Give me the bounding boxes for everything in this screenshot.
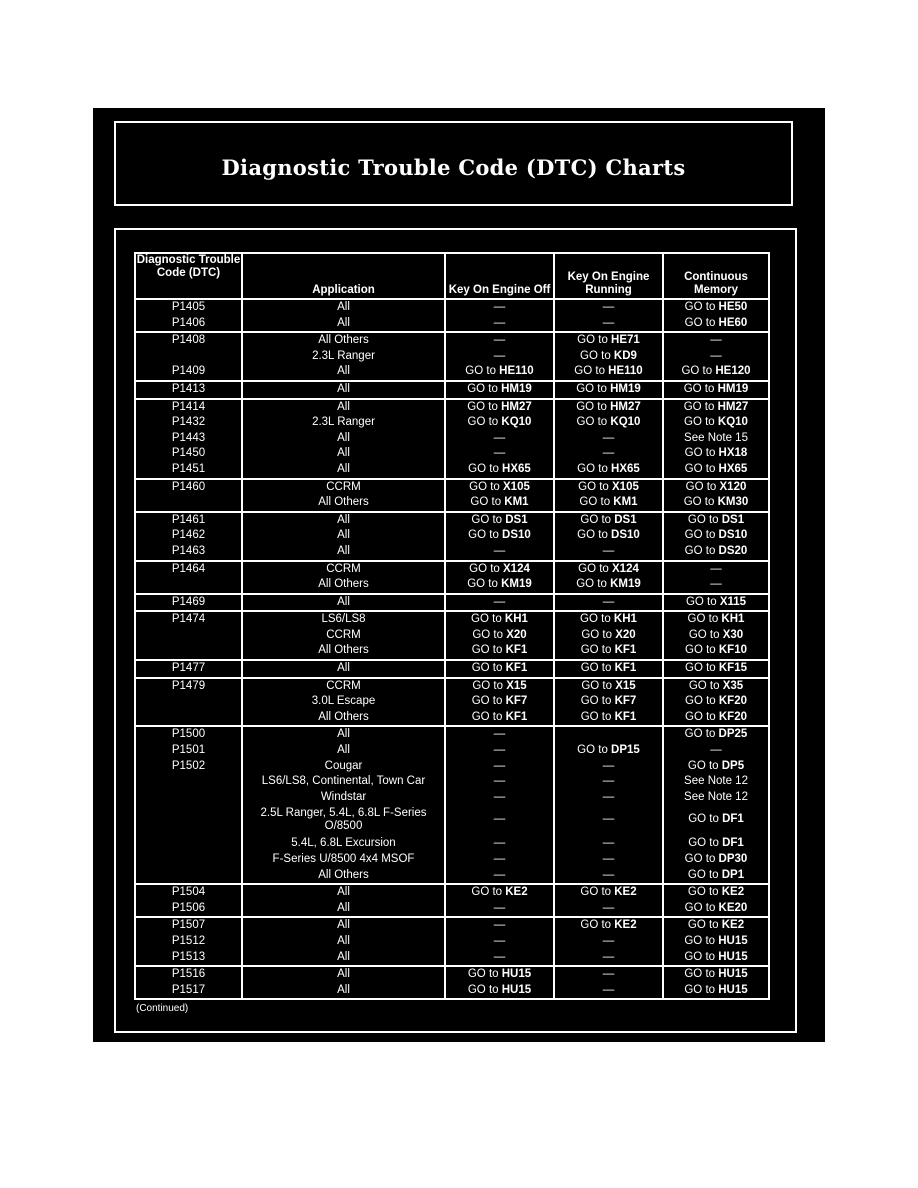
table-row xyxy=(136,382,768,398)
koeo-cell: GO to KF1 xyxy=(444,643,553,659)
dtc-cell: P1432 xyxy=(171,416,206,429)
koeo-cell: — xyxy=(444,743,553,759)
table-row xyxy=(136,852,768,868)
row-group xyxy=(134,333,770,382)
continuous-memory-cell: GO to X120 xyxy=(662,480,768,496)
continuous-memory-cell: GO to HM19 xyxy=(662,382,768,398)
table-row xyxy=(136,333,768,349)
dtc-cell: P1517 xyxy=(171,983,206,996)
table-row xyxy=(136,710,768,726)
title-banner xyxy=(114,121,793,206)
koeo-cell: — xyxy=(444,790,553,806)
koeo-cell: — xyxy=(444,950,553,966)
koeo-cell: GO to X20 xyxy=(444,628,553,644)
dtc-cell: P1405 xyxy=(171,301,206,313)
table-row xyxy=(136,446,768,462)
koer-cell: GO to KM19 xyxy=(553,577,662,593)
koer-cell: — xyxy=(553,967,662,983)
koer-cell: GO to HX65 xyxy=(553,462,662,478)
koer-cell: GO to KF7 xyxy=(553,694,662,710)
dtc-cell: P1443 xyxy=(171,431,206,444)
application-cell: Windstar xyxy=(241,790,444,806)
dtc-cell xyxy=(136,349,241,365)
koer-cell: — xyxy=(553,300,662,316)
row-group xyxy=(134,612,770,661)
koeo-cell: GO to HM19 xyxy=(444,382,553,398)
row-group xyxy=(134,885,770,918)
koer-cell: GO to DS10 xyxy=(553,528,662,544)
continuous-memory-cell: See Note 15 xyxy=(662,431,768,447)
application-cell: LS6/LS8 xyxy=(241,612,444,628)
dtc-cell xyxy=(136,628,241,644)
continued-note: (Continued) xyxy=(136,1003,189,1014)
koeo-cell: — xyxy=(444,805,553,836)
dtc-cell: P1461 xyxy=(171,513,206,526)
koer-cell: — xyxy=(553,805,662,836)
table-row xyxy=(136,462,768,478)
koeo-cell: GO to DS1 xyxy=(444,513,553,529)
table-row xyxy=(136,934,768,950)
table-row xyxy=(136,349,768,365)
koer-cell: — xyxy=(553,544,662,560)
koer-cell: GO to KM1 xyxy=(553,495,662,511)
application-cell: CCRM xyxy=(241,679,444,695)
koeo-cell: — xyxy=(444,595,553,611)
application-cell: All Others xyxy=(241,643,444,659)
koer-cell: — xyxy=(553,431,662,447)
koer-cell: GO to HE110 xyxy=(553,364,662,380)
dtc-cell xyxy=(136,805,241,836)
continuous-memory-cell: GO to DP25 xyxy=(662,727,768,743)
row-group xyxy=(134,595,770,613)
koeo-cell: GO to HU15 xyxy=(444,983,553,999)
continuous-memory-cell: GO to KF15 xyxy=(662,661,768,677)
row-group xyxy=(134,300,770,333)
dtc-cell xyxy=(136,774,241,790)
application-cell: All Others xyxy=(241,577,444,593)
application-cell: 3.0L Escape xyxy=(241,694,444,710)
table-row xyxy=(136,901,768,917)
application-cell: All Others xyxy=(241,333,444,349)
continuous-memory-cell: GO to HX65 xyxy=(662,462,768,478)
koeo-cell: — xyxy=(444,774,553,790)
application-cell: 5.4L, 6.8L Excursion xyxy=(241,836,444,852)
application-cell: CCRM xyxy=(241,480,444,496)
table-row xyxy=(136,790,768,806)
koer-cell: GO to HM19 xyxy=(553,382,662,398)
dtc-cell xyxy=(136,852,241,868)
table-row xyxy=(136,643,768,659)
koer-cell: GO to KF1 xyxy=(553,710,662,726)
koer-cell: GO to DS1 xyxy=(553,513,662,529)
row-group xyxy=(134,562,770,595)
continuous-memory-cell: See Note 12 xyxy=(662,774,768,790)
dtc-cell: P1512 xyxy=(171,934,206,947)
continuous-memory-cell: GO to KE20 xyxy=(662,901,768,917)
application-cell: All xyxy=(241,513,444,529)
dtc-cell: P1409 xyxy=(171,365,206,378)
dtc-cell: P1464 xyxy=(171,562,206,575)
application-cell: All xyxy=(241,950,444,966)
koer-cell: GO to KF1 xyxy=(553,661,662,677)
application-cell: All xyxy=(241,901,444,917)
dtc-cell: P1450 xyxy=(171,447,206,460)
koeo-cell: — xyxy=(444,918,553,934)
dtc-cell: P1501 xyxy=(171,744,206,757)
koeo-cell: GO to X105 xyxy=(444,480,553,496)
koer-cell: GO to X15 xyxy=(553,679,662,695)
row-group xyxy=(134,967,770,1000)
table-row xyxy=(136,805,768,836)
application-cell: 2.3L Ranger xyxy=(241,349,444,365)
application-cell: All xyxy=(241,364,444,380)
table-row xyxy=(136,595,768,611)
continuous-memory-cell: GO to DS10 xyxy=(662,528,768,544)
application-cell: All xyxy=(241,431,444,447)
application-cell: All xyxy=(241,544,444,560)
continuous-memory-cell: See Note 12 xyxy=(662,790,768,806)
continuous-memory-cell: GO to KM30 xyxy=(662,495,768,511)
application-cell: 2.5L Ranger, 5.4L, 6.8L F-Series O/8500 xyxy=(241,805,444,836)
table-row xyxy=(136,577,768,593)
row-group xyxy=(134,400,770,480)
table-row xyxy=(136,480,768,496)
application-cell: All xyxy=(241,934,444,950)
continuous-memory-cell: — xyxy=(662,333,768,349)
application-cell: F-Series U/8500 4x4 MSOF xyxy=(241,852,444,868)
dtc-cell: P1460 xyxy=(171,480,206,493)
koer-cell: GO to KE2 xyxy=(553,918,662,934)
row-group xyxy=(134,513,770,562)
application-cell: All xyxy=(241,300,444,316)
dtc-cell xyxy=(136,694,241,710)
continuous-memory-cell: — xyxy=(662,577,768,593)
koer-cell: — xyxy=(553,759,662,775)
continuous-memory-cell: GO to KF10 xyxy=(662,643,768,659)
koeo-cell: GO to HX65 xyxy=(444,462,553,478)
row-group xyxy=(134,727,770,885)
continuous-memory-cell: GO to DP1 xyxy=(662,868,768,884)
application-cell: All xyxy=(241,727,444,743)
koer-cell: GO to HM27 xyxy=(553,400,662,416)
dtc-cell xyxy=(136,710,241,726)
application-cell: All xyxy=(241,316,444,332)
table-row xyxy=(136,727,768,743)
table-row xyxy=(136,679,768,695)
application-cell: Cougar xyxy=(241,759,444,775)
application-cell: All xyxy=(241,382,444,398)
koeo-cell: — xyxy=(444,446,553,462)
dtc-cell: P1506 xyxy=(171,901,206,914)
koer-cell: GO to KD9 xyxy=(553,349,662,365)
continuous-memory-cell: GO to DS1 xyxy=(662,513,768,529)
dtc-cell: P1516 xyxy=(171,968,206,981)
dtc-cell xyxy=(136,836,241,852)
table-row xyxy=(136,316,768,332)
dtc-table xyxy=(134,252,770,1000)
application-cell: All xyxy=(241,885,444,901)
dtc-cell: P1469 xyxy=(171,595,206,608)
koeo-cell: GO to KH1 xyxy=(444,612,553,628)
table-row xyxy=(136,628,768,644)
dtc-cell: P1406 xyxy=(171,316,206,329)
row-group xyxy=(134,661,770,679)
koeo-cell: — xyxy=(444,727,553,743)
table-row xyxy=(136,661,768,677)
continuous-memory-cell: GO to HX18 xyxy=(662,446,768,462)
koeo-cell: GO to X124 xyxy=(444,562,553,578)
table-row xyxy=(136,983,768,999)
header-koer: Key On Engine Running xyxy=(553,254,662,298)
application-cell: All xyxy=(241,528,444,544)
koeo-cell: — xyxy=(444,934,553,950)
continuous-memory-cell: GO to KH1 xyxy=(662,612,768,628)
koer-cell: GO to X20 xyxy=(553,628,662,644)
koeo-cell: GO to HU15 xyxy=(444,967,553,983)
continuous-memory-cell: GO to HU15 xyxy=(662,950,768,966)
koer-cell: — xyxy=(553,934,662,950)
dtc-chart-panel xyxy=(114,228,797,1033)
koer-cell: GO to KF1 xyxy=(553,643,662,659)
continuous-memory-cell: GO to DP30 xyxy=(662,852,768,868)
table-row xyxy=(136,694,768,710)
page-title: Diagnostic Trouble Code (DTC) Charts xyxy=(221,155,686,180)
header-koeo: Key On Engine Off xyxy=(444,254,553,298)
application-cell: All xyxy=(241,983,444,999)
table-row xyxy=(136,562,768,578)
document-page xyxy=(93,108,825,1042)
continuous-memory-cell: GO to KQ10 xyxy=(662,415,768,431)
table-row xyxy=(136,918,768,934)
continuous-memory-cell: GO to HE60 xyxy=(662,316,768,332)
koeo-cell: GO to KF7 xyxy=(444,694,553,710)
dtc-cell xyxy=(136,495,241,511)
continuous-memory-cell: GO to DP5 xyxy=(662,759,768,775)
koeo-cell: — xyxy=(444,759,553,775)
koeo-cell: GO to HM27 xyxy=(444,400,553,416)
koeo-cell: GO to KF1 xyxy=(444,661,553,677)
koeo-cell: — xyxy=(444,836,553,852)
table-row xyxy=(136,431,768,447)
table-row xyxy=(136,400,768,416)
row-group xyxy=(134,679,770,728)
table-header xyxy=(134,252,770,300)
table-row xyxy=(136,743,768,759)
table-row xyxy=(136,612,768,628)
dtc-cell: P1463 xyxy=(171,544,206,557)
row-group xyxy=(134,480,770,513)
koer-cell: — xyxy=(553,852,662,868)
continuous-memory-cell: GO to HU15 xyxy=(662,967,768,983)
application-cell: CCRM xyxy=(241,628,444,644)
dtc-cell: P1502 xyxy=(171,759,206,772)
continuous-memory-cell: GO to DF1 xyxy=(662,836,768,852)
dtc-cell: P1474 xyxy=(171,613,206,626)
continuous-memory-cell: GO to HU15 xyxy=(662,983,768,999)
koer-cell: — xyxy=(553,950,662,966)
table-row xyxy=(136,967,768,983)
continuous-memory-cell: — xyxy=(662,743,768,759)
koeo-cell: — xyxy=(444,901,553,917)
koeo-cell: GO to KM19 xyxy=(444,577,553,593)
continuous-memory-cell: GO to HE50 xyxy=(662,300,768,316)
table-row xyxy=(136,364,768,380)
continuous-memory-cell: GO to X30 xyxy=(662,628,768,644)
koer-cell: — xyxy=(553,790,662,806)
koer-cell: GO to DP15 xyxy=(553,743,662,759)
koer-cell: GO to HE71 xyxy=(553,333,662,349)
row-group xyxy=(134,382,770,400)
continuous-memory-cell: GO to KE2 xyxy=(662,918,768,934)
header-dtc: Diagnostic Trouble Code (DTC) xyxy=(136,254,241,279)
continuous-memory-cell: GO to HU15 xyxy=(662,934,768,950)
continuous-memory-cell: GO to KF20 xyxy=(662,710,768,726)
continuous-memory-cell: GO to DF1 xyxy=(662,805,768,836)
koeo-cell: — xyxy=(444,852,553,868)
table-row xyxy=(136,415,768,431)
application-cell: All xyxy=(241,462,444,478)
table-row xyxy=(136,950,768,966)
koeo-cell: — xyxy=(444,333,553,349)
table-row xyxy=(136,868,768,884)
koeo-cell: — xyxy=(444,431,553,447)
table-row xyxy=(136,885,768,901)
dtc-cell xyxy=(136,643,241,659)
dtc-cell: P1500 xyxy=(171,728,206,741)
dtc-cell: P1504 xyxy=(171,886,206,899)
koer-cell: — xyxy=(553,316,662,332)
table-row xyxy=(136,774,768,790)
row-group xyxy=(134,918,770,967)
application-cell: All Others xyxy=(241,495,444,511)
dtc-cell: P1477 xyxy=(171,662,206,675)
application-cell: 2.3L Ranger xyxy=(241,415,444,431)
dtc-cell: P1414 xyxy=(171,400,206,413)
table-body xyxy=(134,300,770,1000)
koeo-cell: GO to KF1 xyxy=(444,710,553,726)
application-cell: All xyxy=(241,743,444,759)
table-row xyxy=(136,759,768,775)
koer-cell: GO to KQ10 xyxy=(553,415,662,431)
continuous-memory-cell: GO to X115 xyxy=(662,595,768,611)
application-cell: All xyxy=(241,446,444,462)
dtc-cell: P1462 xyxy=(171,529,206,542)
dtc-cell xyxy=(136,790,241,806)
continuous-memory-cell: GO to KF20 xyxy=(662,694,768,710)
table-row xyxy=(136,544,768,560)
table-row xyxy=(136,495,768,511)
continuous-memory-cell: GO to KE2 xyxy=(662,885,768,901)
dtc-cell: P1451 xyxy=(171,462,206,475)
application-cell: LS6/LS8, Continental, Town Car xyxy=(241,774,444,790)
continuous-memory-cell: GO to HE120 xyxy=(662,364,768,380)
koeo-cell: GO to X15 xyxy=(444,679,553,695)
table-row xyxy=(136,513,768,529)
koeo-cell: GO to HE110 xyxy=(444,364,553,380)
koeo-cell: GO to KQ10 xyxy=(444,415,553,431)
koer-cell: — xyxy=(553,901,662,917)
koer-cell: — xyxy=(553,774,662,790)
application-cell: All Others xyxy=(241,868,444,884)
application-cell: All xyxy=(241,400,444,416)
table-row xyxy=(136,528,768,544)
koer-cell: GO to KE2 xyxy=(553,885,662,901)
koer-cell: GO to X124 xyxy=(553,562,662,578)
koer-cell: — xyxy=(553,983,662,999)
koeo-cell: — xyxy=(444,868,553,884)
koer-cell: — xyxy=(553,595,662,611)
koeo-cell: — xyxy=(444,349,553,365)
continuous-memory-cell: — xyxy=(662,562,768,578)
koeo-cell: — xyxy=(444,316,553,332)
koer-cell: — xyxy=(553,446,662,462)
dtc-cell xyxy=(136,868,241,884)
koeo-cell: — xyxy=(444,544,553,560)
application-cell: All xyxy=(241,595,444,611)
continuous-memory-cell: GO to DS20 xyxy=(662,544,768,560)
dtc-cell xyxy=(136,577,241,593)
dtc-cell: P1479 xyxy=(171,679,206,692)
dtc-cell: P1513 xyxy=(171,950,206,963)
koer-cell: GO to X105 xyxy=(553,480,662,496)
table-row xyxy=(136,836,768,852)
koeo-cell: GO to KE2 xyxy=(444,885,553,901)
koeo-cell: — xyxy=(444,300,553,316)
koer-cell: GO to KH1 xyxy=(553,612,662,628)
application-cell: All xyxy=(241,967,444,983)
continuous-memory-cell: GO to HM27 xyxy=(662,400,768,416)
application-cell: All xyxy=(241,918,444,934)
dtc-cell: P1408 xyxy=(171,334,206,347)
koeo-cell: GO to KM1 xyxy=(444,495,553,511)
dtc-cell: P1507 xyxy=(171,919,206,932)
continuous-memory-cell: GO to X35 xyxy=(662,679,768,695)
application-cell: All Others xyxy=(241,710,444,726)
continuous-memory-cell: — xyxy=(662,349,768,365)
table-row xyxy=(136,300,768,316)
application-cell: All xyxy=(241,661,444,677)
dtc-cell: P1413 xyxy=(171,382,206,395)
koer-cell: — xyxy=(553,836,662,852)
koeo-cell: GO to DS10 xyxy=(444,528,553,544)
koer-cell: — xyxy=(553,868,662,884)
application-cell: CCRM xyxy=(241,562,444,578)
header-continuous-memory: Continuous Memory xyxy=(662,254,768,298)
koer-cell xyxy=(553,727,662,743)
header-application: Application xyxy=(241,254,444,298)
